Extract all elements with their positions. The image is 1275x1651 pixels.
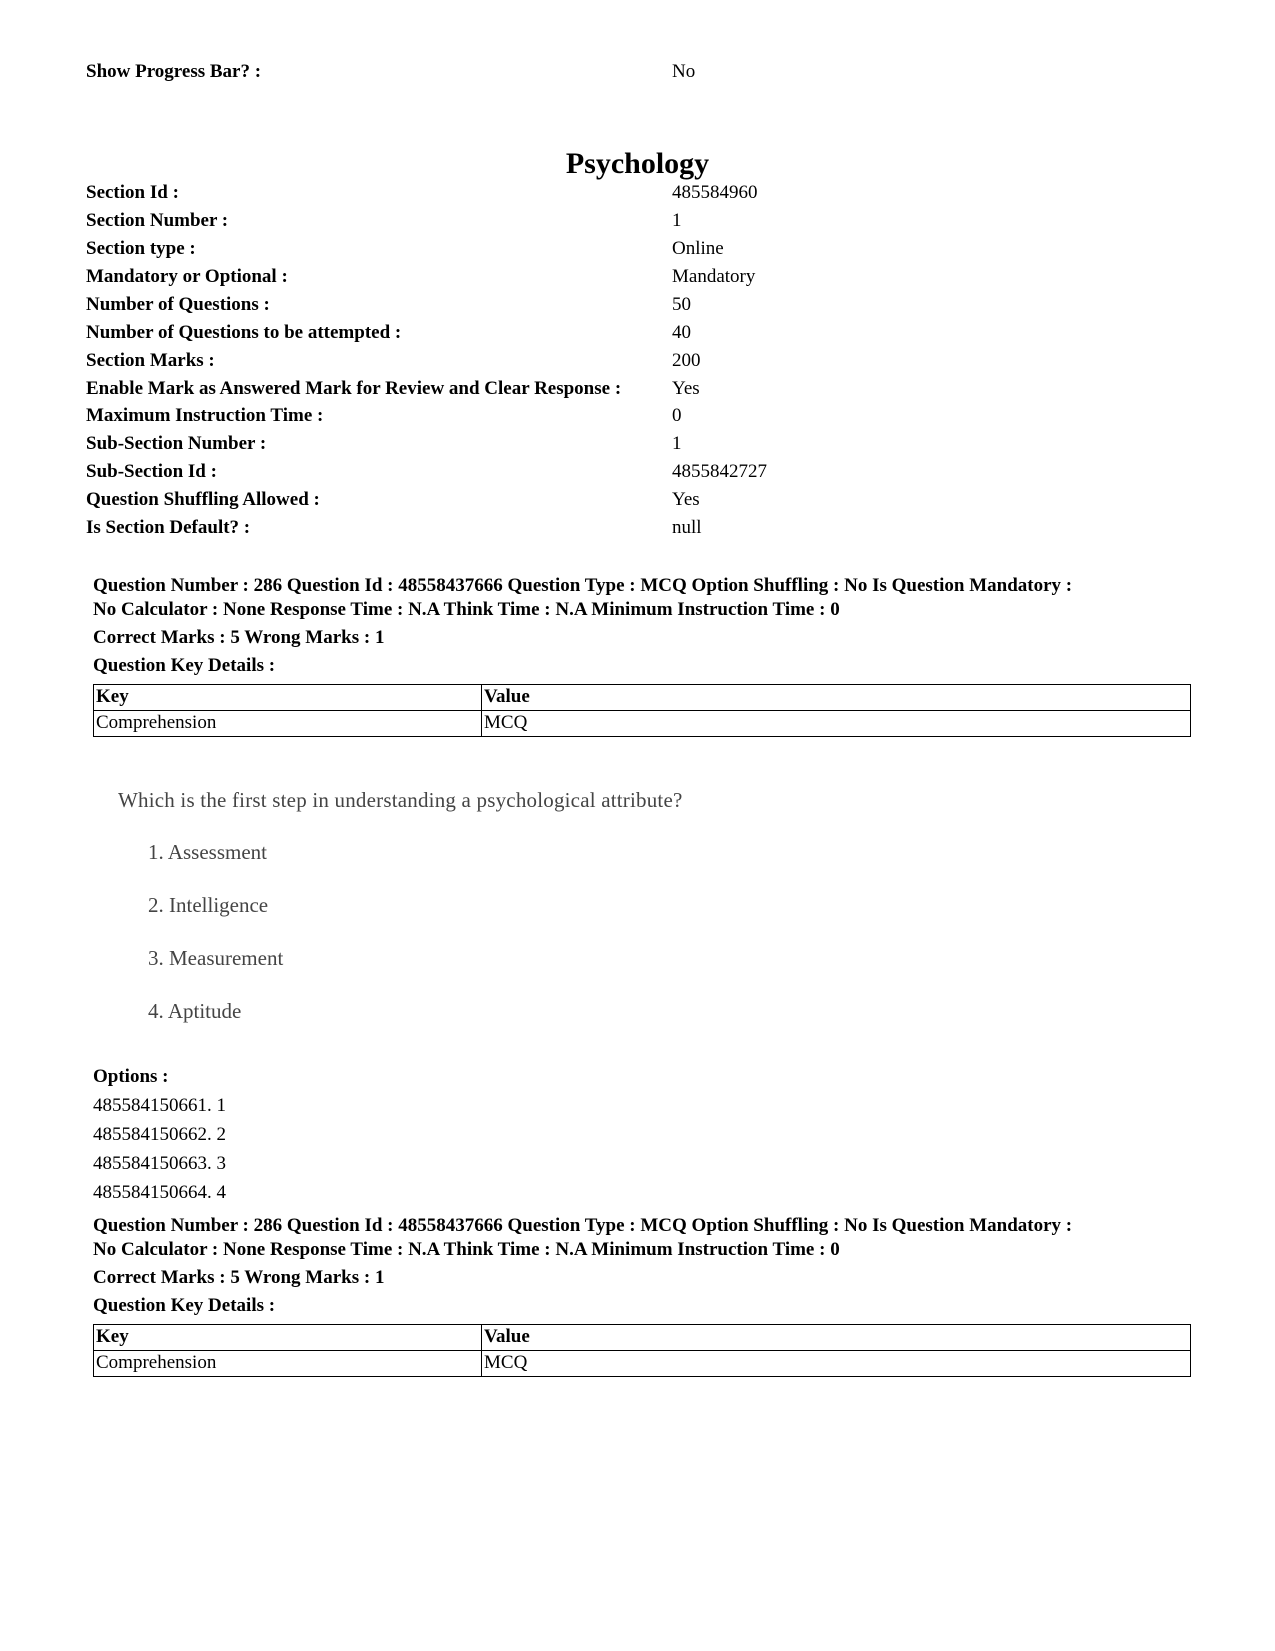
question-choice: 2. Intelligence: [148, 893, 269, 917]
field-value: 4855842727: [672, 461, 767, 482]
question-key-table: [93, 684, 1191, 737]
field-label: Section Id :: [86, 182, 179, 203]
option-item: 485584150663. 3: [93, 1153, 226, 1174]
question-choice: 3. Measurement: [148, 946, 284, 970]
table-header-value: Value: [482, 685, 1191, 711]
field-value: null: [672, 517, 702, 538]
field-section-number: [86, 209, 1186, 237]
question-header-line1: Question Number : 286 Question Id : 48558437666 Question Type : MCQ Option Shuffling : No Is Question Mandatory :: [93, 575, 1073, 596]
field-label: Number of Questions :: [86, 294, 270, 315]
table-cell-value: MCQ: [482, 711, 1191, 737]
table-header-row: [94, 1325, 1191, 1351]
field-label: Section type :: [86, 238, 196, 259]
field-label: Question Shuffling Allowed :: [86, 489, 320, 510]
question-choice: 1. Assessment: [148, 840, 268, 864]
question-marks: Correct Marks : 5 Wrong Marks : 1: [93, 1267, 385, 1288]
field-section-type: [86, 237, 1186, 265]
field-sub-section-number: [86, 432, 1186, 460]
option-item: 485584150662. 2: [93, 1124, 226, 1145]
field-value: 1: [672, 433, 682, 454]
field-label: Sub-Section Number :: [86, 433, 267, 454]
field-value: Yes: [672, 489, 700, 510]
field-value: Mandatory: [672, 266, 756, 287]
question-marks: Correct Marks : 5 Wrong Marks : 1: [93, 627, 385, 648]
field-max-instruction-time: [86, 404, 1186, 432]
field-label: Number of Questions to be attempted :: [86, 322, 402, 343]
field-enable-mark-answered: [86, 377, 1186, 405]
field-label: Mandatory or Optional :: [86, 266, 288, 287]
question-header-line1: Question Number : 286 Question Id : 48558437666 Question Type : MCQ Option Shuffling : No Is Question Mandatory :: [93, 1215, 1073, 1236]
field-value: Online: [672, 238, 724, 259]
field-value: 1: [672, 210, 682, 231]
option-item: 485584150661. 1: [93, 1095, 226, 1116]
question-header-line2: No Calculator : None Response Time : N.A Think Time : N.A Minimum Instruction Time : 0: [93, 599, 840, 620]
field-question-shuffling: [86, 488, 1186, 516]
field-questions-to-attempt: [86, 321, 1186, 349]
field-number-of-questions: [86, 293, 1186, 321]
table-header-key: Key: [94, 685, 482, 711]
field-value: 40: [672, 322, 691, 343]
table-cell-value: MCQ: [482, 1351, 1191, 1377]
field-label: Enable Mark as Answered Mark for Review and Clear Response :: [86, 378, 622, 399]
question-choice: 4. Aptitude: [148, 999, 242, 1023]
field-section-marks: [86, 349, 1186, 377]
option-item: 485584150664. 4: [93, 1182, 226, 1203]
field-label: Section Marks :: [86, 350, 215, 371]
question-key-details-label: Question Key Details :: [93, 655, 276, 676]
table-row: [94, 1351, 1191, 1377]
field-sub-section-id: [86, 460, 1186, 488]
table-header-value: Value: [482, 1325, 1191, 1351]
progress-bar-value: No: [672, 61, 696, 82]
question-block: [93, 1214, 1193, 1377]
field-value: Yes: [672, 378, 700, 399]
field-value: 0: [672, 405, 682, 426]
field-value: 50: [672, 294, 691, 315]
question-key-table: [93, 1324, 1191, 1377]
table-cell-key: Comprehension: [94, 711, 482, 737]
question-header-line2: No Calculator : None Response Time : N.A Think Time : N.A Minimum Instruction Time : 0: [93, 1239, 840, 1260]
question-key-details-label: Question Key Details :: [93, 1295, 276, 1316]
field-section-id: [86, 181, 1186, 209]
field-value: 200: [672, 350, 701, 371]
progress-bar-row: [86, 60, 1186, 88]
table-header-row: [94, 685, 1191, 711]
section-title: Psychology: [565, 147, 710, 180]
table-row: [94, 711, 1191, 737]
field-mandatory-optional: [86, 265, 1186, 293]
question-block: [93, 574, 1193, 737]
field-label: Sub-Section Id :: [86, 461, 217, 482]
field-label: Is Section Default? :: [86, 517, 251, 538]
progress-bar-label: Show Progress Bar? :: [86, 61, 262, 82]
field-label: Maximum Instruction Time :: [86, 405, 324, 426]
table-header-key: Key: [94, 1325, 482, 1351]
field-is-section-default: [86, 516, 1186, 544]
options-block: [93, 1062, 226, 1207]
table-cell-key: Comprehension: [94, 1351, 482, 1377]
field-value: 485584960: [672, 182, 758, 203]
field-label: Section Number :: [86, 210, 229, 231]
options-label: Options :: [93, 1066, 169, 1087]
question-stem: Which is the first step in understanding a psychological attribute?: [118, 788, 683, 812]
